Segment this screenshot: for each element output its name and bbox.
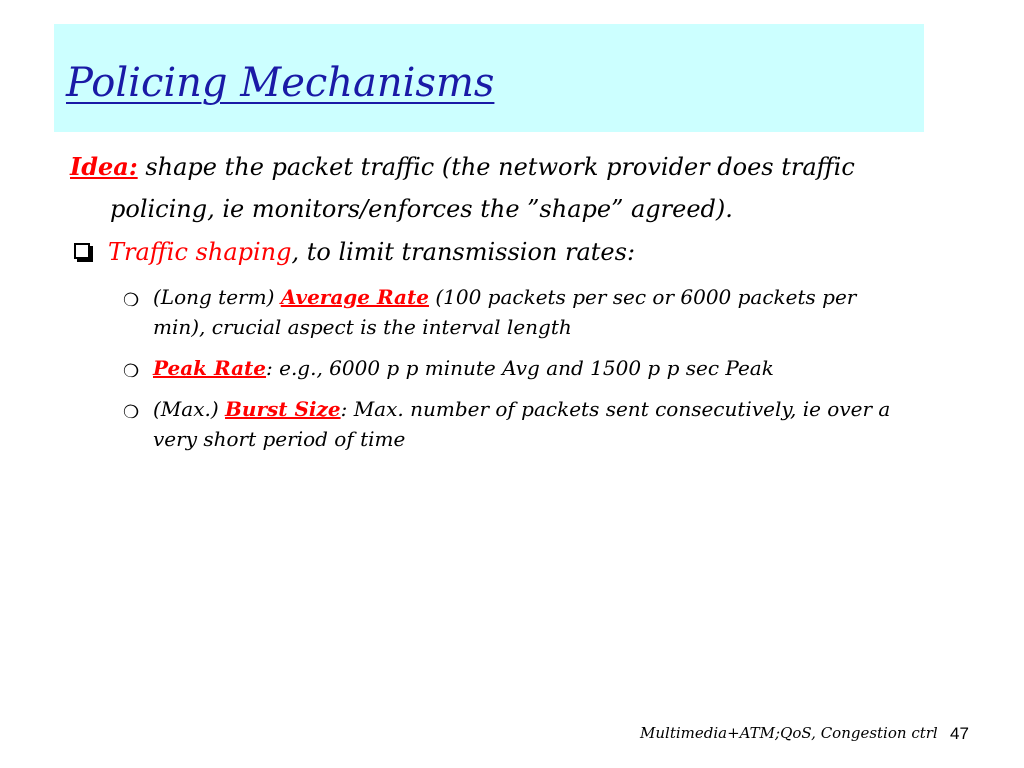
subbullet-prefix: (Max.) [153,397,226,421]
slide-title: Policing Mechanisms [66,60,495,106]
bullet-text [108,232,635,272]
page-number: 47 [950,724,969,743]
title-bar [54,24,924,132]
bullet-term: Traffic shaping [108,238,292,266]
subbullet-rest: : Max. number of packets sent consecutively, ie over a very short period of time [153,397,891,451]
subbullet-average-rate [120,282,910,342]
slide-footer: Multimedia+ATM;QoS, Congestion ctrl [640,724,938,742]
subbullet-burst-size [120,394,910,454]
subbullet-prefix: (Long term) [153,285,281,309]
subbullet-text [153,394,910,454]
subbullet-term: Burst Size [225,397,341,421]
subbullet-text [153,282,910,342]
subbullet-rest: (100 packets per sec or 6000 packets per min), crucial aspect is the interval length [153,285,857,339]
idea-text: shape the packet traffic (the network provider does traffic policing, ie monitors/enforces the ”shape” agreed). [110,153,855,223]
subbullet-peak-rate [120,353,910,383]
subbullet-term: Peak Rate [153,356,267,380]
subbullet-term: Average Rate [280,285,429,309]
idea-label: Idea: [70,152,138,181]
hollow-circle-icon: ❍ [123,290,140,311]
hollow-circle-icon: ❍ [123,361,140,382]
bullet-rest: , to limit transmission rates: [291,238,636,266]
subbullet-text [153,353,910,383]
square-box-icon [74,243,90,259]
hollow-circle-icon: ❍ [123,402,140,423]
subbullet-rest: : e.g., 6000 p p minute Avg and 1500 p p sec Peak [266,356,774,380]
idea-paragraph [70,146,930,230]
